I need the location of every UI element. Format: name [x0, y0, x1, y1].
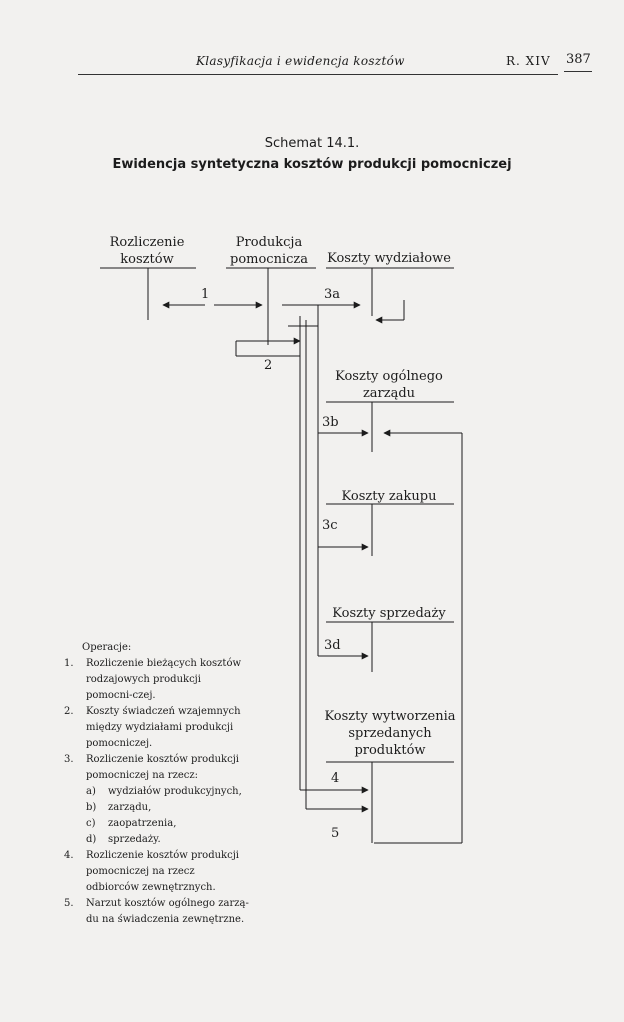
- chapter-label: R. XIV: [506, 54, 551, 68]
- legend-item-1: [64, 656, 249, 704]
- legend-text-4: Rozliczenie kosztów produkcji pomocniczej na rzecz odbiorców zewnętrznych.: [86, 850, 239, 893]
- operations-legend: [64, 640, 249, 928]
- flow-label-3a: 3a: [324, 287, 341, 302]
- t-account-wydzialowe: [326, 268, 454, 316]
- legend-text-1: Rozliczenie bieżących kosztów rodzajowych produkcji pomocni-czej.: [86, 658, 242, 701]
- t-account-produkcja: [226, 268, 316, 345]
- account-ogolnego-line2: zarządu: [362, 386, 416, 401]
- flow-label-3d: 3d: [324, 638, 341, 653]
- account-rozliczenie-line1: Rozliczenie: [109, 235, 185, 250]
- running-title: Klasyfikacja i ewidencja kosztów: [196, 54, 405, 68]
- legend-text-5: Narzut kosztów ogólnego zarzą-du na świadczenia zewnętrzne.: [86, 898, 249, 925]
- legend-sub-text-d: sprzedaży.: [108, 834, 161, 845]
- legend-sub-letter-b: b): [86, 802, 97, 813]
- account-produkcja-line1: Produkcja: [235, 235, 303, 250]
- account-wytworzenia-line2: sprzedanych: [348, 726, 432, 741]
- legend-number-3: 3.: [64, 754, 74, 765]
- legend-sub-text-c: zaopatrzenia,: [108, 818, 177, 829]
- flow-label-5: 5: [331, 826, 340, 841]
- legend-item-4: [64, 848, 249, 896]
- t-account-zakupu: [326, 504, 454, 556]
- legend-number-2: 2.: [64, 706, 74, 717]
- account-rozliczenie-line2: kosztów: [120, 252, 174, 267]
- t-account-wytworzenia: [326, 762, 454, 843]
- t-account-sprzedazy: [326, 622, 454, 672]
- legend-number-1: 1.: [64, 658, 74, 669]
- legend-text-2: Koszty świadczeń wzajemnych między wydziałami produkcji pomocniczej.: [86, 706, 241, 749]
- legend-subitem-b: [86, 800, 249, 816]
- t-account-rozliczenie: [100, 268, 196, 320]
- legend-number-4: 4.: [64, 850, 74, 861]
- account-wytworzenia-line1: Koszty wytworzenia: [324, 709, 456, 724]
- legend-text-3: Rozliczenie kosztów produkcji pomocniczej na rzecz:: [86, 754, 239, 781]
- flow-label-2: 2: [264, 358, 273, 373]
- account-produkcja-line2: pomocnicza: [230, 252, 308, 267]
- flow-label-3c: 3c: [322, 518, 338, 533]
- flow-label-4: 4: [331, 771, 340, 786]
- legend-sub-letter-d: d): [86, 834, 97, 845]
- legend-sub-text-a: wydziałów produkcyjnych,: [108, 786, 242, 797]
- legend-item-3: [64, 752, 249, 848]
- account-ogolnego-line1: Koszty ogólnego: [335, 369, 443, 384]
- page-number: 387: [566, 52, 591, 67]
- flow-label-1: 1: [201, 287, 210, 302]
- account-koszty-zakupu: Koszty zakupu: [341, 489, 437, 504]
- legend-subitem-c: [86, 816, 249, 832]
- legend-title: Operacje:: [82, 642, 132, 653]
- schema-title: Schemat 14.1.: [264, 136, 360, 151]
- legend-subitem-a: [86, 784, 249, 800]
- legend-item-5: [64, 896, 249, 928]
- legend-number-5: 5.: [64, 898, 74, 909]
- account-koszty-wydzialowe: Koszty wydziałowe: [327, 251, 451, 266]
- legend-sub-letter-c: c): [86, 818, 96, 829]
- account-wytworzenia-line3: produktów: [354, 743, 426, 758]
- flow-label-3b: 3b: [322, 415, 339, 430]
- legend-sub-letter-a: a): [86, 786, 96, 797]
- flow-3-lines: [282, 305, 368, 809]
- schema-subtitle: Ewidencja syntetyczna kosztów produkcji pomocniczej: [112, 157, 512, 172]
- legend-subitem-d: [86, 832, 249, 848]
- account-koszty-sprzedazy: Koszty sprzedaży: [332, 606, 446, 621]
- legend-sub-text-b: zarządu,: [108, 802, 152, 813]
- t-account-ogolnego: [326, 402, 454, 452]
- legend-item-2: [64, 704, 249, 752]
